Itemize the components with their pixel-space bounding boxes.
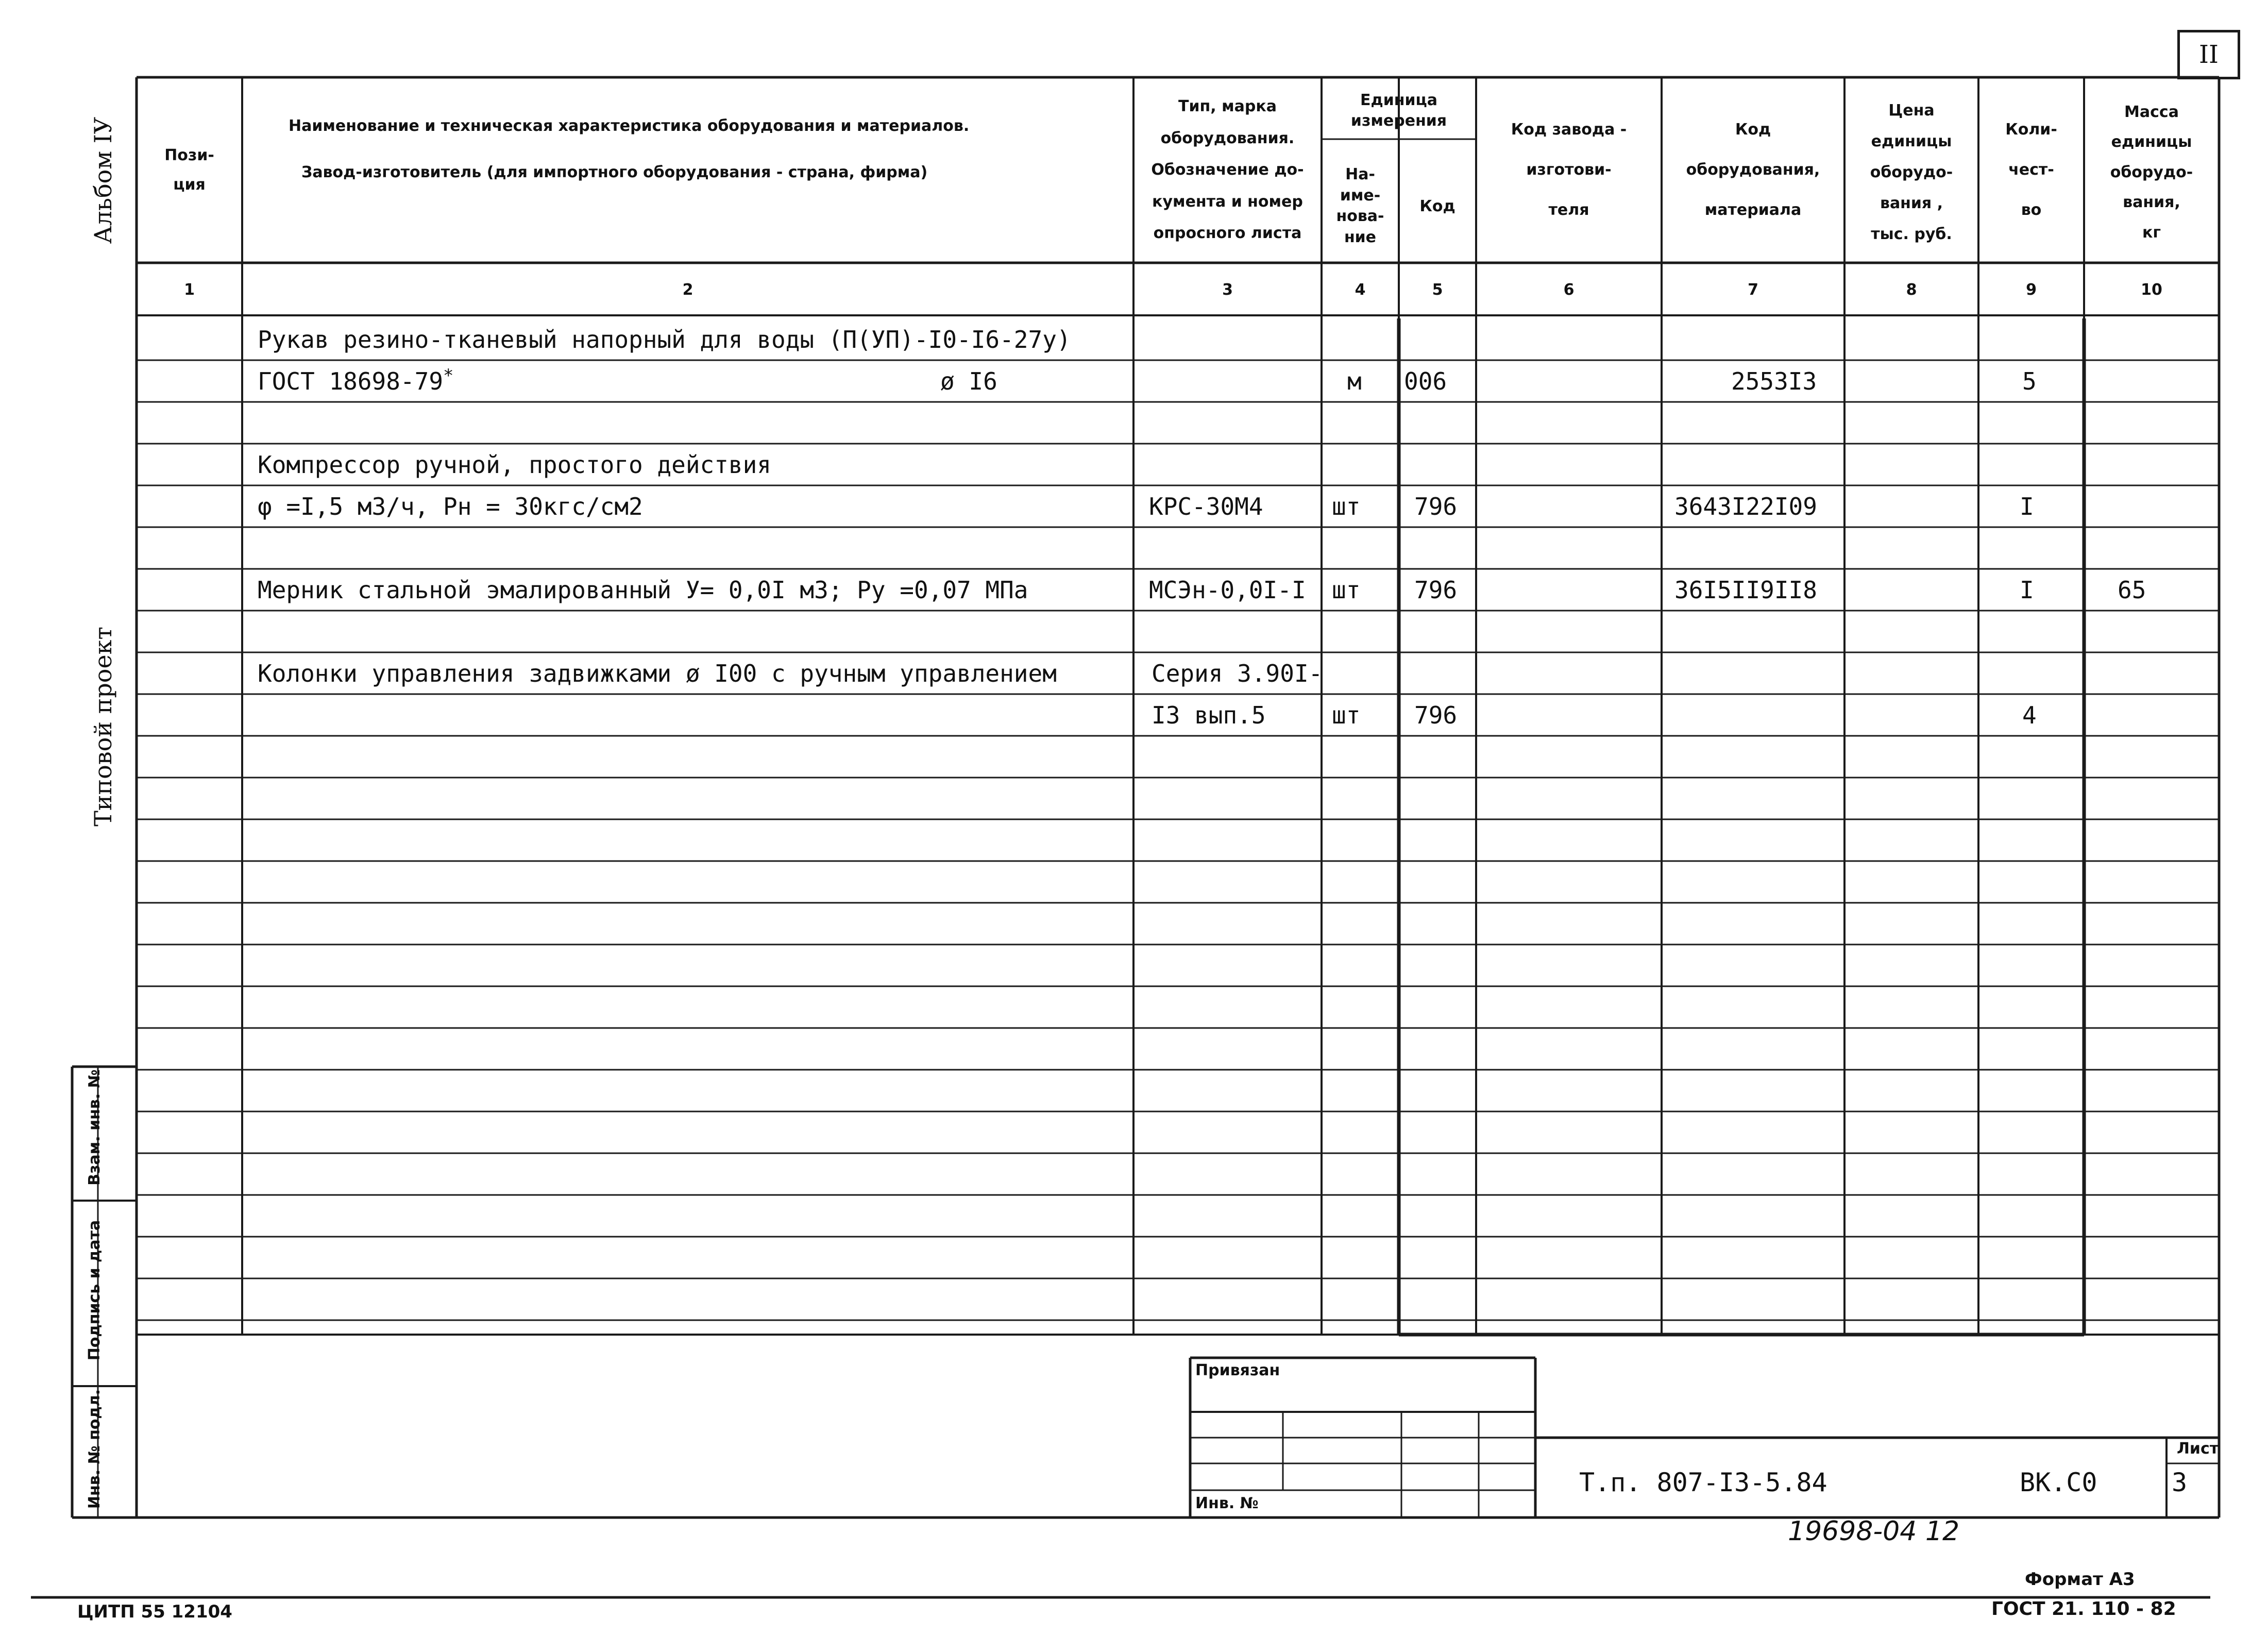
header-material-code: Код оборудования, материала xyxy=(1686,121,1820,219)
section-code: ВК.С0 xyxy=(2020,1468,2097,1497)
table-row-type: КРС-30М4 xyxy=(1149,492,1263,520)
handwritten-number: 19698-04 12 xyxy=(1788,1516,1960,1547)
header-name: Наименование и техническая характеристика оборудования и материалов. Завод-изготовитель (для импортного оборудования - страна, фирма) xyxy=(289,117,970,181)
colnum-2: 2 xyxy=(682,281,693,299)
header-quantity: Коли- чест- во xyxy=(2005,121,2057,219)
stamp-label-replaced-inv: Взам. инв. № xyxy=(85,1069,104,1186)
header-position: Пози- ция xyxy=(164,146,214,194)
table-row-mass: 65 xyxy=(2118,576,2146,604)
superscript-mark: * xyxy=(443,365,454,386)
sheet-corner-number: II xyxy=(2199,40,2219,69)
table-row-name: ГОСТ 18698-79 * xyxy=(258,365,454,395)
table-row-name: Компрессор ручной, простого действия xyxy=(258,450,771,479)
header-factory-code: Код завода - изготови- теля xyxy=(1511,121,1627,219)
sheet-label: Лист xyxy=(2177,1440,2219,1458)
sheet-number: 3 xyxy=(2172,1468,2188,1497)
header-type: Тип, марка оборудования. Обозначение до- кумента и номер опросного листа xyxy=(1151,97,1304,243)
footer-left-code: ЦИТП 55 12104 xyxy=(77,1602,232,1622)
colnum-6: 6 xyxy=(1563,281,1575,299)
table-row-unit-code: 006 xyxy=(1404,367,1447,395)
table-row-unit-code: 796 xyxy=(1414,576,1458,604)
table-row-type: МСЭн-0,0I-I xyxy=(1149,576,1306,604)
table-row-type: Серия 3.90I- xyxy=(1152,659,1323,687)
document-code: Т.п. 807-I3-5.84 xyxy=(1579,1468,1827,1497)
table-row-qty: I xyxy=(2020,576,2034,604)
header-unit-name: На- име- нова- ние xyxy=(1336,165,1384,246)
table-row-material-code: 3643I22I09 xyxy=(1674,492,1817,520)
table-row-name: Колонки управления задвижками ø I00 с ручным управлением xyxy=(258,659,1057,687)
colnum-3: 3 xyxy=(1222,281,1233,299)
album-label: Альбом IУ xyxy=(89,116,117,244)
format-label: Формат А3 xyxy=(2025,1569,2135,1590)
table-row-unit-code: 796 xyxy=(1414,701,1458,729)
table-row-name: φ =I,5 м3/ч, Рн = 30кгс/см2 xyxy=(258,492,643,520)
footer-standard: ГОСТ 21. 110 - 82 xyxy=(1991,1598,2176,1620)
header-unit-group: Единица измерения xyxy=(1350,91,1447,130)
stamp-label-signature-date: Подпись и дата xyxy=(85,1220,104,1361)
header-price: Цена единицы оборудо- вания , тыс. руб. xyxy=(1870,102,1953,243)
table-row-unit: м xyxy=(1347,367,1362,395)
table-row-name: Рукав резино-тканевый напорный для воды (П(УП)-I0-I6-27у) xyxy=(258,325,1071,353)
table-row-name: Мерник стальной эмалированный У= 0,0I м3; Ру =0,07 МПа xyxy=(258,576,1028,604)
table-row-diameter: ø I6 xyxy=(940,367,997,395)
table-row-qty: I xyxy=(2020,492,2034,520)
table-row-unit: шт xyxy=(1332,576,1361,604)
table-row-unit-code: 796 xyxy=(1414,492,1458,520)
inv-no-label: Инв. № xyxy=(1195,1494,1259,1512)
table-row-qty: 4 xyxy=(2022,701,2037,729)
header-unit-code: Код xyxy=(1419,197,1455,215)
table-row-type: I3 вып.5 xyxy=(1152,701,1266,729)
header-mass: Масса единицы оборудо- вания, кг xyxy=(2110,103,2193,242)
table-row-unit: шт xyxy=(1332,701,1361,729)
table-row-qty: 5 xyxy=(2022,367,2037,395)
table-row-material-code: 2553I3 xyxy=(1731,367,1817,395)
colnum-1: 1 xyxy=(184,281,195,299)
table-row-unit: шт xyxy=(1332,492,1361,520)
privyazan-label: Привязан xyxy=(1195,1361,1280,1379)
table-row-material-code: 36I5II9II8 xyxy=(1674,576,1817,604)
colnum-5: 5 xyxy=(1432,281,1443,299)
colnum-9: 9 xyxy=(2026,281,2037,299)
colnum-8: 8 xyxy=(1906,281,1917,299)
colnum-4: 4 xyxy=(1355,281,1366,299)
colnum-7: 7 xyxy=(1748,281,1758,299)
colnum-10: 10 xyxy=(2141,281,2162,299)
stamp-label-original-inv: Инв. № подл. xyxy=(85,1389,104,1509)
project-label: Типовой проект xyxy=(89,627,117,827)
